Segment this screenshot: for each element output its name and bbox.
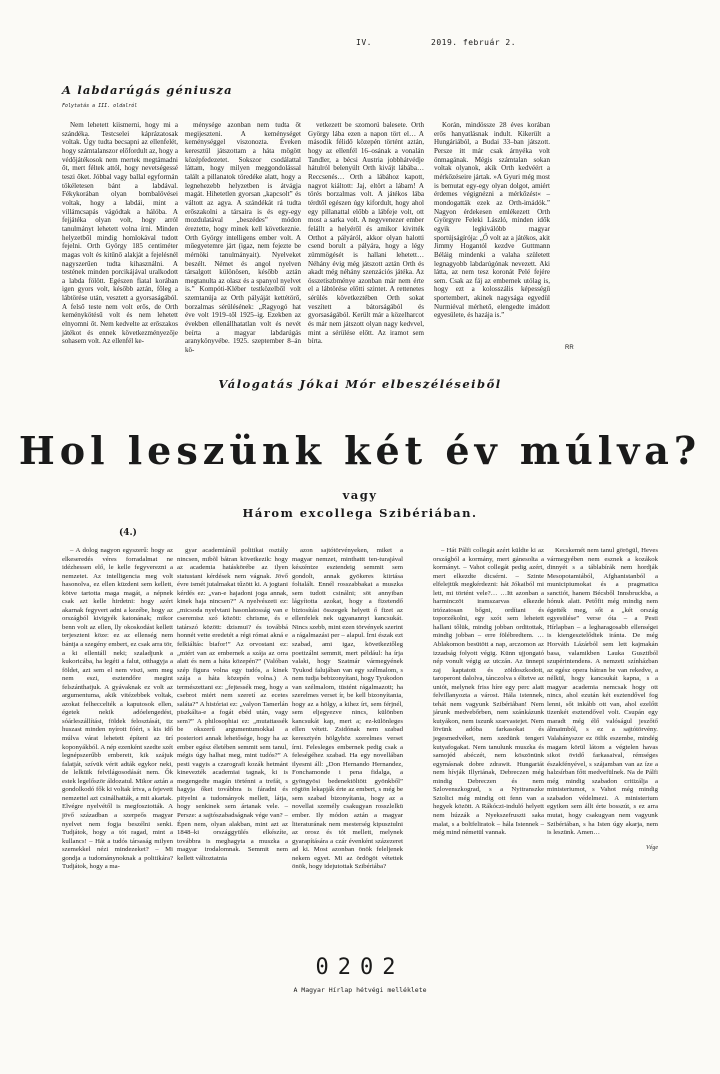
- top-article-title: A labdarúgás géniusza: [62, 83, 233, 97]
- story-part-number: (4.): [119, 528, 137, 538]
- supplement-logo: 0202: [315, 955, 405, 980]
- story-column-2: gyar academiánál politikai osztály nincsen, mibõl bátran következik: hogy az academia hatáskörébe az ilyen statustani kérdések nem vágnak. Jövő évre ismét jutalmakat tűzött ki. A jogtani kérdés ez: „van-e hajadoni joga annak, kinek haja nincsen?” A nyelvészeti ez: „micsoda nyelvtani hasonlatosság van e cseremisz szó között: chrisme, és e tatárszó között: dzismui? és továbbá honnét vette eredetét a régi római akná e felkiáltás: biafor!” Az orvostani ez: „miért van az embernek a szája az orra alatt és nem a háta közepén?” (Valóban szép figura volna egy tudós, a kinek szája a háta közepén volna.) A természettani ez: „fejtessék meg, hogy a csebrot miért nem szeretí az ecetes saláta?” A históriai ez: „valyon Tamerlán piszkálta-e a fogát ebéd után, vagy sem?” A philosophiai ez: „mutattassék be okszerű argumentumokkal a posteriori annak lehetősége, hogy ha az ember egész életében semmit sem tanul, mégis úgy halhat meg, mint tudós?” A pesti vagyis a czarografi kozák hetmánt kinevezték academiai tagnak, ki is megengedte magán történni a trefát, s hagyja őket továbbra is fáradni és pityelni a tudományok mellett, látja, hogy senkinek sem ártanak vele. – Persze: a sajtószabadságnak vége van? – Épen nem, olyan alakban, mint azt az 1848–ki országgyülés elkészíte, továbbra is meghagyta a muszka a magyar irodalomnak. Semmit nem kellett változtatnia: [177, 547, 288, 862]
- story-subtitle: Három excollega Szibériában.: [242, 506, 478, 520]
- story-vagy: vagy: [342, 488, 378, 502]
- top-article-signature: RR: [565, 345, 574, 351]
- story-title: Hol leszünk két év múlva?: [18, 428, 702, 473]
- story-column-1: – A dolog nagyon egyszerű: hogy az elkeseredés véres forradalmat ne idézhessen elő, le kelle fegyverezni a nemzetet. Az intelligencia meg volt hasonolva, ez ellen küzdeni sem kellett, kötve tartotta maga magát, a népnek csak azt kelle hirdetni: hogy azért akarnak fegyvert adni a kezébe, hogy az országból kivigyék katonának; mikor benn volt az ellen, lly okoskodást kellett terjeszteni köze: ez az ellenség nem bántja a szegény embert, ez csak arra tör, a ki ellentáll neki; szaladjunk a kukoricába, ha legéti a falut, otthagyja a földet, azt sem el nem viszi, sem meg nem eszi, esztendőre megint felszánthatjuk. A gyávaknak ez volt az argumentuma, akik vitézebbek voltak, azokat felheccelték a kaputosok ellen, égetek nekik adóelengedést, sóárleszállítást, földek felosztását, tiz huszast minden nyírott fóért, s kis idő múlva várat lehetett építeni az ürí koponyákból. A nép ezenként szedte szét legnépszerűbb embereit, kik szájuk falatját, szívük vérit adták egykor neki, de lelküik felvilágosodását nem. Ők estek legelőször áldozatul. Mikor aztán a gondolkodó fők ki voltak írtva, a fejevett nemzettel azt csinálhatták, a mit akartak. Elvégre nyelvétől is megfosztották. A jövő században a szerpeős magyar nyelvet nem fogja beszélni senki. Tudjátok, hogy a tót ragad, mint a kullancs! – Hát a tudós társaság milyen szemekkel nézi mindezeket? – Mi gondja a tudománynoknak a politikára? Tudjátok, hogy a ma-: [62, 547, 173, 871]
- story-selection-line: Válogatás Jókai Mór elbeszéléseiből: [218, 377, 502, 391]
- continuation-note: Folytatás a III. oldalról: [62, 103, 138, 109]
- top-column-2: ménysége azonban nem tudta őt megijeszteni. A keménységet keménységgel viszonozta. Éveken keresztül játszottam a háta mögött középfedezetet. Sokszor csodálattal láttam, hogy milyen meggondolással talált a pillanatok töredéke alatt, hogy a legnehezebb helyzetben is átvágja magát. Hihetetlen gyorsan „kapcsolt” és váltott az agya. A szándékát rá tudta erőszakolni a társaira is és egy-egy mozdulatával „beszédes” módon éreztette, hogy minek kell következnie. Orth György intelligens ember volt. A műegyetemre járt (igaz, nem fejezte be mérnöki tanulmányait). Nyelveket beszélt. Német és angol nyelven társalgott különösen, később aztán megtanulta az olasz és a spanyol nyelvet is.” Kompóti-Kléber testközelből volt szemtanúja az Orth pályáját kettétörő, borzalmas sérülésének: „Ragyogó hat éve volt 1919–től 1925–ig. Ezekben az években ellenállhatatlan volt és nevét beírta a magyar labdarúgás aranykönyvébe. 1925. szeptember 8–án kö-: [185, 121, 301, 355]
- page-number: IV.: [356, 38, 372, 47]
- story-signature: Vége: [646, 844, 658, 851]
- story-column-5: Kecskemét nem tanul görögül, Heves vármegyében nem esznek a kozákok dinnyét s a táblabírák nem hordják Mesopotamiából, Afghanistanból a municipiumokat és a pragmatica sanctiót, hanem Bécsből Innsbruckba, a hónuk alatt. Petőfit még mindig nem égették meg, sőt a „két ország egyesülése” verse óta – a Pesti Hírlapban – a legharagosabb ellenségei is kiengesztelődtek iránta. De még Horváth Lázárból sem lett kajmakán basa, valamikben Lauka Gusztiból szupérintendens. A nemzeti színházban az egész opera bátran be van rekedve, a nélkül, hogy kancsukát kapna, s a magyar academia nemcsak hogy ott nincs, ahol ezután két esztendővel fog lenni, sőt inkább ott van, ahol ezelőtt tizenkét esztendővel volt. Csupán egy maradt még élő valóságul jeszőtő álmaimból, s ez a sajtótörvény. Valahányszor ez ötlik eszembe, mindég magam körül látom a végtelen havas sikot övidő farkasaival, rémséges északfényével, s szájamban van az íze a halzsírban főtt medvefülnek. Na de Pálfi még mindig szabadon critizálja a ministeriumot, s Vahot még mindig szabadon védelmezi. A ministerium egyiken sem állt érte bosszút, s ez arra mutat, hogy csakugyan nem vagyunk Szibériában, s ha Isten úgy akarja, nem is leszünk. Amen… Vége: [547, 547, 658, 851]
- supplement-caption: A Magyar Hírlap hétvégi melléklete: [293, 986, 427, 994]
- top-column-1: Nem lehetett kiismerni, hogy mi a szándéka. Testcselei káprázatosak voltak. Úgy tudta becsapni az ellenfelét, hogy számtalanszor előfordult az, hogy a védőjátékosok nem mertek megtámadni őt, mert féltek attól, hogy nevetségessé teszi őket. Jóbbal vagy ballal egyformán tökéletesen bánt a labdával. Fékykorában olyan bombalövései voltak, hogy a labdái, mint a villámcsapás vágódtak a hálóba. A fejjátéka olyan volt, hogy arról tanulmányt lehetett volna írni. Minden helyzetből mindig homlokával tudott fejelni. Orth György 185 centiméter magas volt és kitűnő alakját a fejelésnél nagyszerűen tudta kihasználni. A testének minden porcikájával uralkodott a labda fölött. Egészen fiatal korában igen gyors volt, később aztán, főleg a lábtörése után, vesztett a gyorsaságából. A felső teste nem volt erős, de Orth keménykötésű volt és nem lehetett elnyomni őt. Nem kedvelte az erőszakos játékot és ennek következményezője sohasem volt. Az ellenfél ke-: [62, 121, 178, 346]
- story-column-4: – Hát Pálfi collegát azért küldte ki az országból a kormány, mert gánesolta a kormányt. – Vahot collegát pedig azért, mert elkezdte dicsérni. – Szinte elfelejtük megkérdezni: hát Jókaiból mi lett, mi történt vele?… …Itt azonban a harminczöt iramszarvas elkezde irtózatosan bőgni, ordítani és toporzékolni, egy szót sem lehetett hallani tőlük, mindig jobban orditottak, mindig jobban – erre fölébredtem. …Ablakomon besütött a nap, arczomon az izzadság folyott végig. Künn ujjongató nép vonult végig az utczán. Az ünnepi zaj kaptatott és zöldoszkodott, taroperont dalolva, tánczolva s éltetve az uniót, melynek friss híre egy perc alatt felvillanyozta a várost. Hála istennek, tehát nem vagyunk Szibériában! Nem járunk medvebőrben, nem szánkázunk kutyákon, nem iszunk szarvastejet. Nem lövünk adóba farkasokat és jegesmedvéket, nem szedünk tengeri kutyafogakat. Nem tanulunk muszka és samojéd abéczét, nem köszönünk egymásnak dobre zdrawit. Hungariát nem hívják Illyriának, Debreczen még mindig Debreczen és nem Szlovenszkograd, s a Nyitranszke Sztolici még mindig ott fenn van a hegyek között. A Rákóczi-induló helyett nem húzzák a Nyekszefruszti saka malat, s a boltfeliratok – hála Istennek – még mind németül vannak.: [433, 547, 544, 837]
- story-column-3: azon sajtótörvényeken, miket a magyar nemzet, minthattt ten-turajával készéntze esztendeig semmit sem gondolt, annak gyökeres kiirtása foltalált. Ennél rosszabbakat a muszka sem tudott csinálni; söt annyiban lágyította azokat, hogy a fizetendő biztosítási összegek helyett ő fizet az ellenfelek nek ugyanannyi kancsukát. Nincs szebb, mint ezen törvények szerint a rágalmazási per – alapul. Írni észak ezt szabad, ami igaz, következtőleg poetizálni semmit, mert például: ha írja valaki, hogy Szatmár vármegyének Tyukod falujában van egy szélmalom, s nem tudja bebizonyítani, hogy Tyukodon van szélmalom, tüstént rágalmazott; ha szerelmes verset ír, be kell bizonyítania, hogy az a hölgy, a kihez írt, sem férjnél, sem eljegyezve nincs, különben kancsukát kap, mert a; ez-különleges ellen vétett. Zsidónak nem szabad keresztyén hölgyhöz szerelmes verset írni. Felesleges embernek pedig csak a feleségéhez szabad. Ha egy novellában ilyesmi áll: „Don Hernando Hernandez, Fonchamonde i pena fidalga, a gyöngyösi bedenektöltött gyönkből” rögtön lekapják érte az embert, s még be sem szabad bizonyítania, hogy az a novellai személy csakugyan rosszlelkü ember. Ily módon aztán a magyar literaturának nem mesterség kipusztulni az orosz és tót mellett, melynek gyarapítására a czár évenként százezeret ad ki. Most azonban önök feleljenek nekem egyet. Mi az ördögöt vétettek önök, hogy idejutottak Szibériába?: [292, 547, 403, 871]
- top-column-4: Korán, mindössze 28 éves korában erős hanyatlásnak indult. Kikerült a Hungáriából, a Budai 33–ban játszott. Persze itt már csak árnyéka volt önmagának. Mégis számtalan sokan voltak olyanok, akik Orth kedvéért a mérkőzéseire jártak. »A Gyuri még most is bemutat egy-egy olyan dolgot, amiért érdemes végignézni a mérkőzést« – mondogatták ezek az Orth-imádók.” Nagyon érdekesen emlékezett Orth Györgyre Feleki László, minden idők egyik legkiválóbb magyar sportújságírója: „Ő volt az a játékos, akit Jimmy Hogantól kezdve Guttmann Béláig mindenki a valaha született legnagyobb labdarúgónak nevezett. Aki látta, az nem tesz koronát Pelé fejére sem. Csak az fáj az embernek utólag is, hogy ezt a kolosszális képességű sportembert, akinek nagysága egyedül Nurmiéval mérhető, elengedte imádott egyesülete, és hazája is.”: [434, 121, 550, 320]
- issue-date: 2019. február 2.: [431, 38, 517, 47]
- top-column-3: vetkezett be szomorú balesete. Orth György lába ezen a napon tört el… A második félidő közepén történt aztán, hogy az ellenfél 16–osának a vonalán Tandler, a bécsi Austria jobbhátvédje hátulról belenyúlt Orth kivájt lábába… Reccsenés… Orth a lábához kapott, nagyot kiáltott: Jaj, eltört a lábam! A törés borzalmas volt. A játékos lába térdtől egészen úgy kifordult, hogy ahol egy pillanattal előbb a lábfeje volt, ott most a sarka volt. A negyvenezer ember felállt a helyéről és amikor kivitték Orthot a pályáról, akkor olyan halotti csend borult a pályára, hogy a légy zümmögését is hallani lehetett… Néhány évig még játszott aztán Orth és akadt még néhány szenzációs játéka. Az összetiszbménye azonban már nem érte el a lábtörése előtti szintet. A rettenetes sérülés következtében Orth sokat veszített a bátorságából és gyorsaságából. Került már a közelharcot és már nem játszott olyan nagy kedvvel, mint a sérülése előtt. Az iramot sem bírta.: [308, 121, 424, 346]
